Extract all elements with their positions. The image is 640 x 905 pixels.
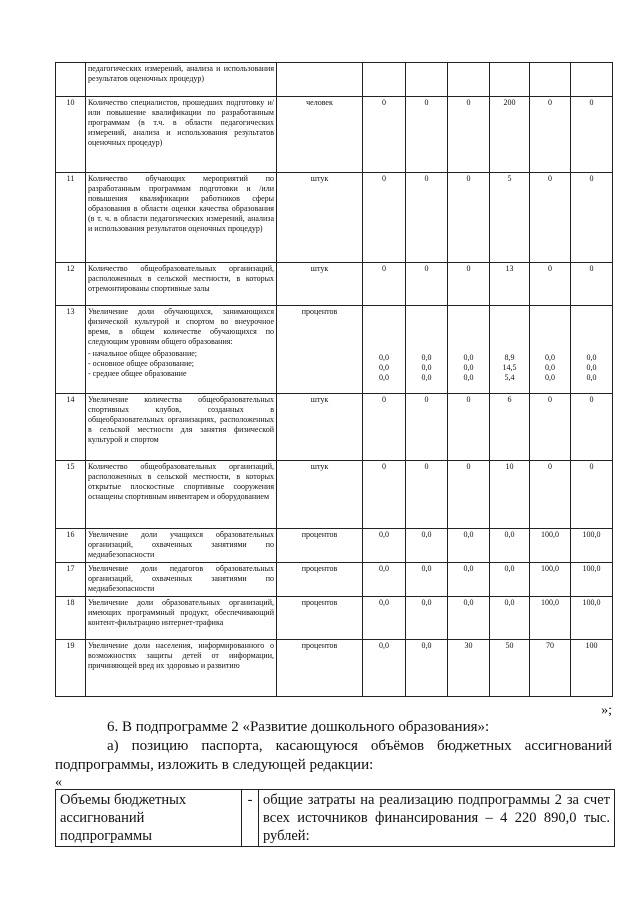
value-item: 0,0 <box>586 353 597 362</box>
value-item: 0,0 <box>379 353 389 362</box>
value-cell: 0,0 <box>406 640 448 697</box>
value-cell <box>571 306 613 394</box>
indicator-name-cell: Увеличение доли учащихся образовательных организаций, охваченных занятиями по медиабезопасности <box>86 529 277 563</box>
table-row <box>56 63 613 97</box>
value-cell: 0 <box>530 263 571 306</box>
paragraph-6: 6. В подпрограмме 2 «Развитие дошкольного образования»: <box>107 719 490 735</box>
value-cell: 13 <box>490 263 530 306</box>
value-cell: 0,0 <box>363 640 406 697</box>
value-cell: 10 <box>490 461 530 529</box>
value-cell: 0,0 <box>363 529 406 563</box>
value-cell: 100,0 <box>530 597 571 640</box>
value-cell: 0 <box>406 394 448 461</box>
value-cell: 0 <box>448 263 490 306</box>
value-cell: 100,0 <box>571 529 613 563</box>
value-item: 0,0 <box>545 373 555 382</box>
indicators-table-body <box>56 63 613 697</box>
value-cell <box>406 63 448 97</box>
table-row <box>56 529 613 563</box>
unit-cell: процентов <box>277 306 363 394</box>
value-cell: 0,0 <box>490 563 530 597</box>
unit-cell: процентов <box>277 640 363 697</box>
closing-quote-mark: »; <box>601 703 612 718</box>
value-cell: 0 <box>571 173 613 263</box>
value-cell <box>363 306 406 394</box>
value-item: 0,0 <box>463 353 474 362</box>
indicator-name-cell: Увеличение количества общеобразовательных спортивных клубов, созданных в общеобразовательных организациях, расположенных в сельской местности для занятия физической культурой и спортом <box>86 394 277 461</box>
value-cell <box>406 306 448 394</box>
row-number-cell: 17 <box>56 563 86 597</box>
value-cell: 0 <box>571 263 613 306</box>
row-number-cell: 18 <box>56 597 86 640</box>
value-cell: 0 <box>571 394 613 461</box>
passport-row <box>56 790 615 847</box>
value-cell: 50 <box>490 640 530 697</box>
value-cell: 0 <box>448 394 490 461</box>
unit-cell: штук <box>277 263 363 306</box>
value-item: 0,0 <box>421 363 432 372</box>
indicator-name-cell: Количество общеобразовательных организаций, расположенных в сельской местности, в которых отремонтированы спортивные залы <box>86 263 277 306</box>
value-cell <box>530 306 571 394</box>
value-cell: 70 <box>530 640 571 697</box>
education-level-item: - начальное общее образование; <box>88 349 198 358</box>
value-cell: 0,0 <box>490 597 530 640</box>
table-row <box>56 597 613 640</box>
row-number-cell: 13 <box>56 306 86 394</box>
passport-text: общие затраты на реализацию подпрограммы 2 за счет всех источников финансирования – 4 220 890,0 тыс. рублей: <box>259 790 615 847</box>
value-cell: 0,0 <box>448 529 490 563</box>
passport-label: Объемы бюджетных ассигнований подпрограммы <box>56 790 242 847</box>
value-cell: 100,0 <box>571 597 613 640</box>
value-cell: 0 <box>406 263 448 306</box>
row-number-cell: 12 <box>56 263 86 306</box>
education-level-item: - среднее общее образование <box>88 369 187 378</box>
unit-cell: процентов <box>277 529 363 563</box>
value-cell: 100,0 <box>571 563 613 597</box>
unit-cell: процентов <box>277 563 363 597</box>
value-cell: 0 <box>530 97 571 173</box>
value-cell: 0,0 <box>448 597 490 640</box>
value-cell: 0,0 <box>406 597 448 640</box>
passport-table <box>55 789 615 847</box>
table-row <box>56 461 613 529</box>
value-cell: 0 <box>448 461 490 529</box>
table-row <box>56 640 613 697</box>
value-cell: 0 <box>363 97 406 173</box>
value-cell <box>571 63 613 97</box>
indicator-name-cell: Количество специалистов, прошедших подготовку и/или повышение квалификации по разработанным программам (в т.ч. в области педагогических измерений, анализа и использования результатов оценочных процедур) <box>86 97 277 173</box>
value-cell: 0,0 <box>448 563 490 597</box>
value-cell: 0 <box>571 97 613 173</box>
indicator-name-cell: Увеличение доли педагогов образовательных организаций, охваченных занятиями по медиабезопасности <box>86 563 277 597</box>
value-item: 0,0 <box>421 353 432 362</box>
value-cell: 0,0 <box>363 563 406 597</box>
row-number-cell: 10 <box>56 97 86 173</box>
value-item: 0,0 <box>545 363 555 372</box>
value-cell <box>448 306 490 394</box>
value-cell: 0,0 <box>363 597 406 640</box>
value-cell: 0,0 <box>490 529 530 563</box>
indicators-table <box>55 62 613 697</box>
value-cell: 100 <box>571 640 613 697</box>
value-cell: 0 <box>530 394 571 461</box>
value-cell: 0,0 <box>406 563 448 597</box>
row-number-cell: 16 <box>56 529 86 563</box>
row-number-cell: 19 <box>56 640 86 697</box>
value-item: 0,0 <box>463 363 474 372</box>
value-cell: 0 <box>448 173 490 263</box>
value-item: 0,0 <box>586 363 597 372</box>
value-item: 5,4 <box>504 373 515 382</box>
indicator-name-text: Увеличение доли обучающихся, занимающихся физической культурой и спортом во внеурочное время, в общем количестве обучающихся по следующим уровням общего образования: <box>88 307 274 346</box>
table-row <box>56 173 613 263</box>
value-cell: 100,0 <box>530 563 571 597</box>
value-cell <box>448 63 490 97</box>
value-item: 0,0 <box>545 353 555 362</box>
value-cell <box>530 63 571 97</box>
value-cell: 200 <box>490 97 530 173</box>
unit-cell: штук <box>277 394 363 461</box>
value-cell: 0 <box>363 394 406 461</box>
table-row <box>56 563 613 597</box>
row-number-cell: 15 <box>56 461 86 529</box>
value-cell: 0 <box>363 263 406 306</box>
indicator-name-cell: педагогических измерений, анализа и использования результатов оценочных процедур) <box>86 63 277 97</box>
value-item: 0,0 <box>379 363 389 372</box>
value-cell: 0 <box>571 461 613 529</box>
value-item: 0,0 <box>379 373 389 382</box>
value-cell: 0 <box>530 173 571 263</box>
value-cell <box>490 306 530 394</box>
value-cell: 0,0 <box>406 529 448 563</box>
indicator-name-cell: Количество обучающих мероприятий по разработанным программам подготовки и /или повышения квалификации работников сферы образования в области оценки качества образования (в т. ч. в области педагогических измерений, анализа и использования результатов оценочных процедур) <box>86 173 277 263</box>
unit-cell: человек <box>277 97 363 173</box>
value-cell: 0 <box>530 461 571 529</box>
value-item: 0,0 <box>586 373 597 382</box>
indicator-name-cell: Увеличение доли образовательных организаций, имеющих программный продукт, обеспечивающий контент-фильтрацию интернет-трафика <box>86 597 277 640</box>
paragraph-a: а) позицию паспорта, касающуюся объёмов бюджетных ассигнований подпрограммы, изложить в следующей редакции: <box>55 738 612 773</box>
unit-cell: штук <box>277 173 363 263</box>
value-cell: 0 <box>363 461 406 529</box>
value-cell: 6 <box>490 394 530 461</box>
value-cell <box>490 63 530 97</box>
passport-dash: - <box>242 790 259 847</box>
value-cell: 100,0 <box>530 529 571 563</box>
indicator-name-cell: Увеличение доли населения, информированного о возможностях защиты детей от информации, причиняющей вред их здоровью и развитию <box>86 640 277 697</box>
row-number-cell: 14 <box>56 394 86 461</box>
unit-cell <box>277 63 363 97</box>
value-item: 0,0 <box>421 373 432 382</box>
value-cell: 30 <box>448 640 490 697</box>
unit-cell: штук <box>277 461 363 529</box>
indicator-name-cell: Количество общеобразовательных организаций, расположенных в сельской местности, в которых открытые плоскостные спортивные сооружения оснащены спортивным инвентарем и оборудованием <box>86 461 277 529</box>
indicator-name-cell <box>86 306 277 394</box>
table-row <box>56 394 613 461</box>
opening-quote-mark: « <box>55 775 62 790</box>
row-number-cell: 11 <box>56 173 86 263</box>
value-cell: 0 <box>406 173 448 263</box>
table-row <box>56 263 613 306</box>
value-cell: 5 <box>490 173 530 263</box>
value-cell: 0 <box>448 97 490 173</box>
education-level-item: - основное общее образование; <box>88 359 195 368</box>
value-item: 14,5 <box>502 363 517 372</box>
value-item: 0,0 <box>463 373 474 382</box>
value-cell: 0 <box>406 461 448 529</box>
unit-cell: процентов <box>277 597 363 640</box>
value-item: 8,9 <box>504 353 515 362</box>
value-cell: 0 <box>406 97 448 173</box>
row-number-cell <box>56 63 86 97</box>
value-cell <box>363 63 406 97</box>
table-row <box>56 97 613 173</box>
value-cell: 0 <box>363 173 406 263</box>
table-row <box>56 306 613 394</box>
